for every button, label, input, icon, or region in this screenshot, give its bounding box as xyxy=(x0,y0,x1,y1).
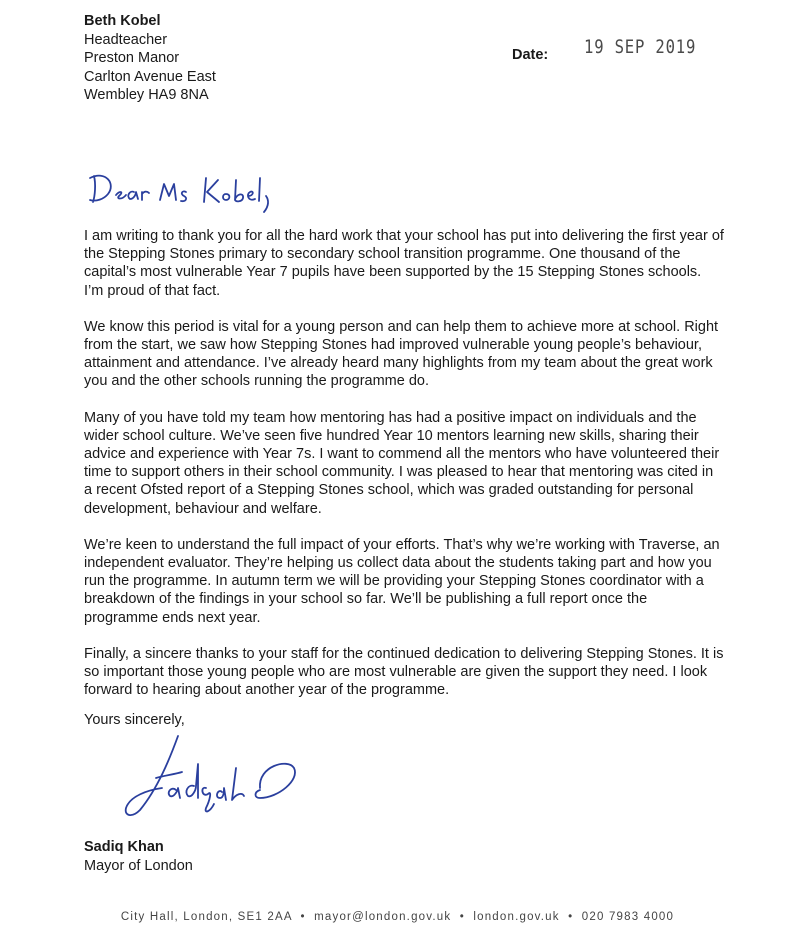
paragraph-mentoring: Many of you have told my team how mentoring has had a positive impact on individuals and the wider school culture. We’ve seen five hundred Year 10 mentors learning new skills, sharing their advice and experience with Year 7s. I want to commend all the mentors who have volunteered their time to support others in their school community. I was pleased to hear that mentoring was cited in a recent Ofsted report of a Stepping Stones school, which was graded outstanding for personal development, behaviour and welfare. xyxy=(84,409,720,517)
handwritten-salutation xyxy=(86,162,296,222)
paragraph-evaluation: We’re keen to understand the full impact of your efforts. That’s why we’re working with Traverse, an independent evaluator. They’re helping us collect data about the students taking part and how you run the programme. In autumn term we will be providing your Stepping Stones coordinator with a breakdown of the findings in your school so far. We’ll be publishing a full report once the programme ends next year. xyxy=(84,536,720,626)
paragraph-thanks: I am writing to thank you for all the hard work that your school has put into delivering the first year of the Stepping Stones primary to secondary school transition programme. One thousand of the capital’s most vulnerable Year 7 pupils have been supported by the 15 Stepping Stones schools. I’m proud of that fact. xyxy=(84,228,724,299)
signer-name: Sadiq Khan xyxy=(84,839,164,855)
footer-separator: • xyxy=(568,911,574,923)
footer-separator: • xyxy=(300,911,306,923)
footer-address: City Hall, London, SE1 2AA xyxy=(120,911,293,923)
letter-footer xyxy=(0,911,795,923)
recipient-line-town: Wembley HA9 8NA xyxy=(84,87,209,103)
date-stamp: 19 SEP 2019 xyxy=(584,36,697,58)
footer-separator: • xyxy=(459,911,465,923)
closing: Yours sincerely, xyxy=(84,712,185,728)
handwritten-signature xyxy=(118,728,303,828)
recipient-name: Beth Kobel xyxy=(84,13,161,29)
recipient-line-title: Headteacher xyxy=(84,31,168,48)
recipient-address xyxy=(84,12,216,105)
footer-phone: 020 7983 4000 xyxy=(581,911,675,923)
footer-email: mayor@london.gov.uk xyxy=(314,911,452,923)
recipient-line-street: Carlton Avenue East xyxy=(84,68,216,85)
signer-block xyxy=(84,838,193,875)
recipient-line-school: Preston Manor xyxy=(84,50,180,66)
paragraph-impact: We know this period is vital for a young person and can help them to achieve more at school. Right from the start, we saw how Stepping Stones had improved vulnerable young people’s behaviour, attainment and attendance. I’ve already heard many highlights from my team about the great work you and the other schools running the programme do. xyxy=(84,318,719,390)
signer-title: Mayor of London xyxy=(84,857,193,874)
letter-body xyxy=(84,227,724,717)
footer-website: london.gov.uk xyxy=(473,911,560,923)
date-label: Date: xyxy=(512,47,549,63)
paragraph-closing-thanks: Finally, a sincere thanks to your staff for the continued dedication to delivering Stepping Stones. It is so important those young people who are most vulnerable are given the support they need. I look forward to hearing about another year of the programme. xyxy=(84,645,724,699)
